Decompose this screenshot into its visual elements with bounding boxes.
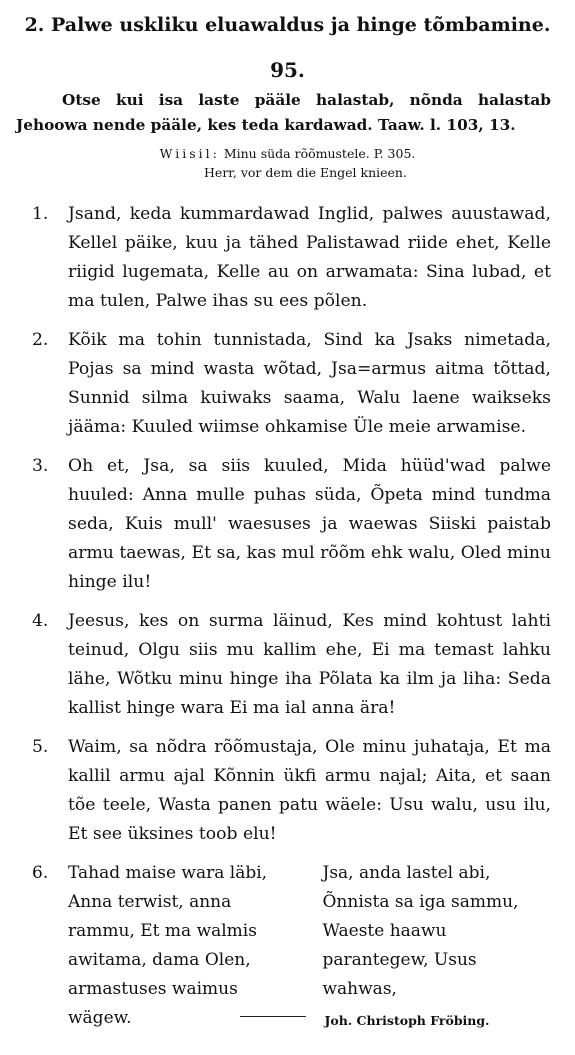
verse-number: 1. — [32, 204, 49, 224]
verse-text: Waim, sa nõdra rõõmustaja, Ole minu juhataja, Et ma kallil armu ajal Kõnnin ükfi armu najal; Aita, et saan tõe teele, Wasta panen patu wäele: Usu walu, usu ilu, Et see üksines toob elu! — [68, 737, 551, 844]
hymn-number: 95. — [270, 58, 305, 82]
verse-six-right-text: Jsa, anda lastel abi, Õnnista sa iga sammu, Waeste haawu parantegew, Usus wahwas, — [322, 863, 519, 999]
verse — [24, 326, 551, 442]
melody-ref: P. 305. — [373, 146, 416, 161]
verse-text: Oh et, Jsa, sa siis kuuled, Mida hüüd'wad palwe huuled: Anna mulle puhas süda, Õpeta mind tundma seda, Kuis mull' waesuses ja waewas Siiski paistab armu taewas, Et sa, kas mul rõõm ehk walu, Oled minu hinge ilu! — [68, 456, 551, 592]
section-title: 2. Palwe uskliku eluawaldus ja hinge tõmbamine. — [24, 14, 551, 36]
verse-number: 5. — [32, 737, 49, 757]
verses — [24, 200, 551, 849]
verse-six-right-column — [307, 859, 552, 1035]
verse-number: 2. — [32, 330, 49, 350]
verse-number: 4. — [32, 611, 49, 631]
verse — [24, 200, 551, 316]
epigraph: Otse kui isa laste pääle halastab, nõnda halastab Jehoowa nende pääle, kes teda kardawad. Taaw. l. 103, 13. — [16, 91, 551, 134]
author-attribution: Joh. Christoph Fröbing. — [324, 1013, 490, 1028]
verse-text: Jsand, keda kummardawad Inglid, palwes auustawad, Kellel päike, kuu ja tähed Palistawad riide ehet, Kelle riigid lugemata, Kelle au on arwamata: Sina lubad, et ma tulen, Palwe ihas su ees põlen. — [68, 204, 551, 311]
verse-six-left-column: Tahad maise wara läbi, Anna terwist, anna rammu, Et ma walmis awitama, dama Olen, armastuses waimus wägew. — [68, 863, 268, 1028]
verse-text: Jeesus, kes on surma läinud, Kes mind kohtust lahti teinud, Olgu siis mu kallim ehe, Ei ma temast lahku lähe, Wõtku minu hinge iha Põlata ka ilm ja liha: Seda kallist hinge wara Ei ma ial anna ära! — [68, 611, 551, 718]
verse-number: 3. — [32, 456, 49, 476]
verse-text: Kõik ma tohin tunnistada, Sind ka Jsaks nimetada, Pojas sa mind wasta wõtad, Jsa=armus aitma tõttad, Sunnid silma kuiwaks saama, Walu laene waikseks jääma: Kuuled wiimse ohkamise Üle meie arwamise. — [68, 330, 551, 437]
verse — [24, 607, 551, 723]
verse-number: 6. — [32, 863, 49, 883]
melody-reference — [0, 144, 575, 182]
melody-german: Herr, vor dem die Engel knieen. — [204, 165, 407, 180]
verse — [24, 452, 551, 597]
end-rule — [240, 1016, 306, 1017]
verse-six — [24, 859, 551, 1035]
melody-label: Wiisil: — [159, 146, 220, 161]
verse — [24, 733, 551, 849]
melody-title: Minu süda rõõmustele. — [223, 146, 370, 161]
